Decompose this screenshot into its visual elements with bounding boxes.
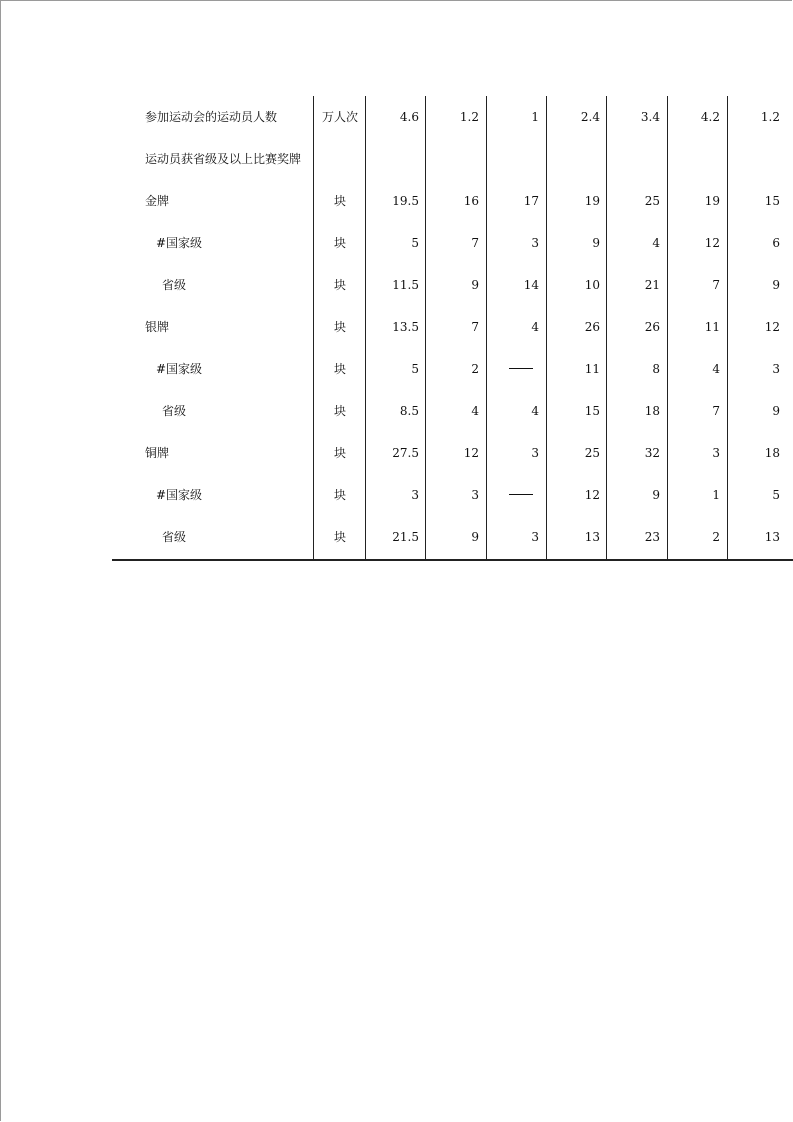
value-cell: 12 <box>463 446 479 460</box>
value-cell <box>728 138 780 180</box>
table-row <box>112 222 793 264</box>
value-cell: 13 <box>584 530 600 544</box>
value-cell: 21.5 <box>392 530 419 544</box>
value-cell: 26 <box>584 320 600 334</box>
value-cell: 32 <box>644 446 660 460</box>
row-label: #国家级 <box>156 488 203 502</box>
value-cell: 7 <box>471 236 479 250</box>
value-cell: 1.2 <box>760 110 780 124</box>
value-cell: 3.4 <box>640 110 660 124</box>
value-cell: 13.5 <box>392 320 419 334</box>
value-cell: 21 <box>644 278 660 292</box>
row-label: 运动员获省级及以上比赛奖牌 <box>145 152 302 166</box>
value-cell: 1 <box>712 488 720 502</box>
value-cell: 3 <box>471 488 479 502</box>
value-cell: 4 <box>531 320 539 334</box>
value-cell: 9 <box>471 530 479 544</box>
value-cell: 11 <box>704 320 720 334</box>
value-cell: 10 <box>584 278 600 292</box>
value-cell: 9 <box>592 236 600 250</box>
value-cell: 27.5 <box>392 446 419 460</box>
value-cell: 6 <box>772 236 780 250</box>
value-cell: 4 <box>652 236 660 250</box>
value-cell <box>547 138 600 180</box>
value-cell <box>668 138 720 180</box>
value-cell: 26 <box>644 320 660 334</box>
value-cell: 4 <box>531 404 539 418</box>
table-row <box>112 432 793 474</box>
row-label: 省级 <box>162 404 187 418</box>
value-cell: 9 <box>471 278 479 292</box>
unit-cell <box>314 138 366 180</box>
row-label: 参加运动会的运动员人数 <box>145 110 278 124</box>
value-cell: 16 <box>463 194 479 208</box>
row-label: 省级 <box>162 278 187 292</box>
value-cell: 2 <box>712 530 720 544</box>
value-cell: 19 <box>704 194 720 208</box>
value-cell: 17 <box>523 194 539 208</box>
value-cell: 11.5 <box>392 278 419 292</box>
value-cell <box>608 138 660 180</box>
value-cell: 3 <box>411 488 419 502</box>
row-label: 金牌 <box>145 194 170 208</box>
unit-cell: 块 <box>333 530 346 544</box>
medal-statistics-table <box>112 96 793 560</box>
value-cell: 18 <box>764 446 780 460</box>
unit-cell: 块 <box>333 404 346 418</box>
value-cell: 12 <box>704 236 720 250</box>
value-cell: 14 <box>523 278 539 292</box>
value-cell: 4 <box>712 362 720 376</box>
value-cell: 13 <box>764 530 780 544</box>
value-cell: 2.4 <box>580 110 600 124</box>
value-cell: 9 <box>652 488 660 502</box>
value-cell: 1.2 <box>459 110 479 124</box>
table-row <box>112 306 793 348</box>
table-row <box>112 264 793 306</box>
unit-cell: 块 <box>333 194 346 208</box>
value-cell <box>487 348 539 390</box>
value-cell: 19.5 <box>392 194 419 208</box>
table-row <box>112 96 793 138</box>
value-cell: 15 <box>584 404 600 418</box>
dash-mark <box>509 494 533 495</box>
value-cell: 4 <box>471 404 479 418</box>
value-cell <box>487 138 539 180</box>
unit-cell: 块 <box>333 362 346 376</box>
table-row <box>112 516 793 558</box>
value-cell: 7 <box>712 404 720 418</box>
unit-cell: 块 <box>333 236 346 250</box>
value-cell: 8.5 <box>399 404 419 418</box>
value-cell: 11 <box>584 362 600 376</box>
table-row <box>112 474 793 516</box>
row-label: 铜牌 <box>145 446 170 460</box>
value-cell: 19 <box>584 194 600 208</box>
value-cell: 4.2 <box>700 110 720 124</box>
value-cell: 7 <box>471 320 479 334</box>
value-cell: 3 <box>531 446 539 460</box>
unit-cell: 万人次 <box>321 110 358 124</box>
row-label: #国家级 <box>156 362 203 376</box>
value-cell: 25 <box>644 194 660 208</box>
unit-cell: 块 <box>333 446 346 460</box>
value-cell: 15 <box>764 194 780 208</box>
value-cell: 3 <box>712 446 720 460</box>
value-cell <box>427 138 479 180</box>
table-row <box>112 390 793 432</box>
table-row <box>112 138 793 180</box>
value-cell: 12 <box>584 488 600 502</box>
value-cell <box>366 138 419 180</box>
table-bottom-rule <box>112 559 793 561</box>
row-label: 银牌 <box>145 320 170 334</box>
value-cell: 9 <box>772 404 780 418</box>
value-cell: 3 <box>531 530 539 544</box>
dash-mark <box>509 368 533 369</box>
value-cell: 25 <box>584 446 600 460</box>
value-cell: 3 <box>531 236 539 250</box>
value-cell: 1 <box>531 110 539 124</box>
table-row <box>112 348 793 390</box>
value-cell: 4.6 <box>399 110 419 124</box>
value-cell: 2 <box>471 362 479 376</box>
unit-cell: 块 <box>333 320 346 334</box>
row-label: 省级 <box>162 530 187 544</box>
value-cell: 7 <box>712 278 720 292</box>
value-cell: 8 <box>652 362 660 376</box>
row-label: #国家级 <box>156 236 203 250</box>
value-cell: 5 <box>772 488 780 502</box>
value-cell: 3 <box>772 362 780 376</box>
unit-cell: 块 <box>333 278 346 292</box>
value-cell: 23 <box>644 530 660 544</box>
value-cell: 5 <box>411 362 419 376</box>
value-cell: 9 <box>772 278 780 292</box>
value-cell: 18 <box>644 404 660 418</box>
table-row <box>112 180 793 222</box>
value-cell <box>487 474 539 516</box>
value-cell: 5 <box>411 236 419 250</box>
unit-cell: 块 <box>333 488 346 502</box>
value-cell: 12 <box>764 320 780 334</box>
